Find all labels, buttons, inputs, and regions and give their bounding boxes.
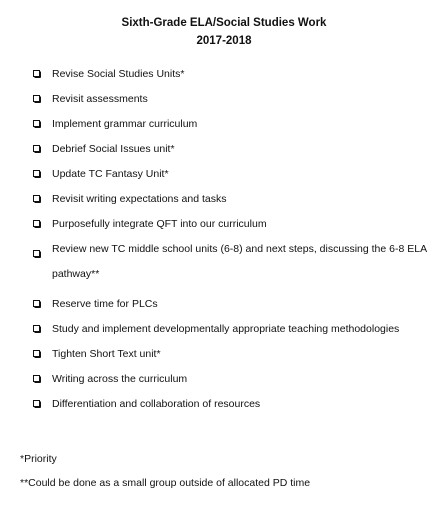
checkbox-icon — [33, 325, 41, 333]
list-item — [33, 397, 433, 412]
checkbox-icon — [33, 195, 41, 203]
checkbox-icon — [33, 70, 41, 78]
list-item-text: Tighten Short Text unit* — [52, 347, 161, 360]
list-item-text: Study and implement developmentally appropriate teaching methodologies — [52, 322, 400, 335]
document-header — [0, 14, 448, 50]
list-item-text: Reserve time for PLCs — [52, 297, 158, 310]
checkbox-icon — [33, 300, 41, 308]
list-item-text: Purposefully integrate QFT into our curriculum — [52, 218, 267, 230]
list-item — [33, 92, 433, 107]
list-item — [33, 322, 433, 337]
checkbox-icon — [33, 95, 41, 103]
list-item-text: Review new TC middle school units (6-8) and next steps, discussing the 6-8 ELA pathway** — [52, 243, 427, 280]
checkbox-icon — [33, 220, 41, 228]
list-item — [33, 242, 433, 286]
list-item-text: Update TC Fantasy Unit* — [52, 168, 169, 180]
footnote-priority: *Priority — [20, 453, 57, 465]
checkbox-icon — [33, 145, 41, 153]
checkbox-icon — [33, 120, 41, 128]
list-item — [33, 372, 433, 387]
task-list — [33, 67, 433, 422]
list-item-text: Revisit writing expectations and tasks — [52, 193, 227, 205]
document-year: 2017-2018 — [196, 35, 252, 47]
checkbox-icon — [33, 170, 41, 178]
checkbox-icon — [33, 400, 41, 408]
checkbox-icon — [33, 375, 41, 383]
list-item — [33, 347, 433, 362]
checkbox-icon — [33, 350, 41, 358]
document-title: Sixth-Grade ELA/Social Studies Work — [121, 17, 327, 29]
list-item — [33, 67, 433, 82]
list-item-text: Revise Social Studies Units* — [52, 68, 185, 80]
checkbox-icon — [33, 250, 41, 258]
list-item — [33, 192, 433, 207]
footnote-small-group: **Could be done as a small group outside of allocated PD time — [20, 477, 311, 489]
list-item-text: Debrief Social Issues unit* — [52, 143, 175, 155]
list-item — [33, 167, 433, 182]
list-item — [33, 297, 433, 312]
list-item — [33, 117, 433, 132]
list-item — [33, 142, 433, 157]
list-item — [33, 217, 433, 232]
list-item-text: Writing across the curriculum — [52, 372, 188, 385]
list-item-text: Revisit assessments — [52, 93, 148, 105]
footnotes — [20, 452, 310, 500]
list-item-text: Differentiation and collaboration of resources — [52, 397, 261, 410]
list-item-text: Implement grammar curriculum — [52, 118, 198, 130]
